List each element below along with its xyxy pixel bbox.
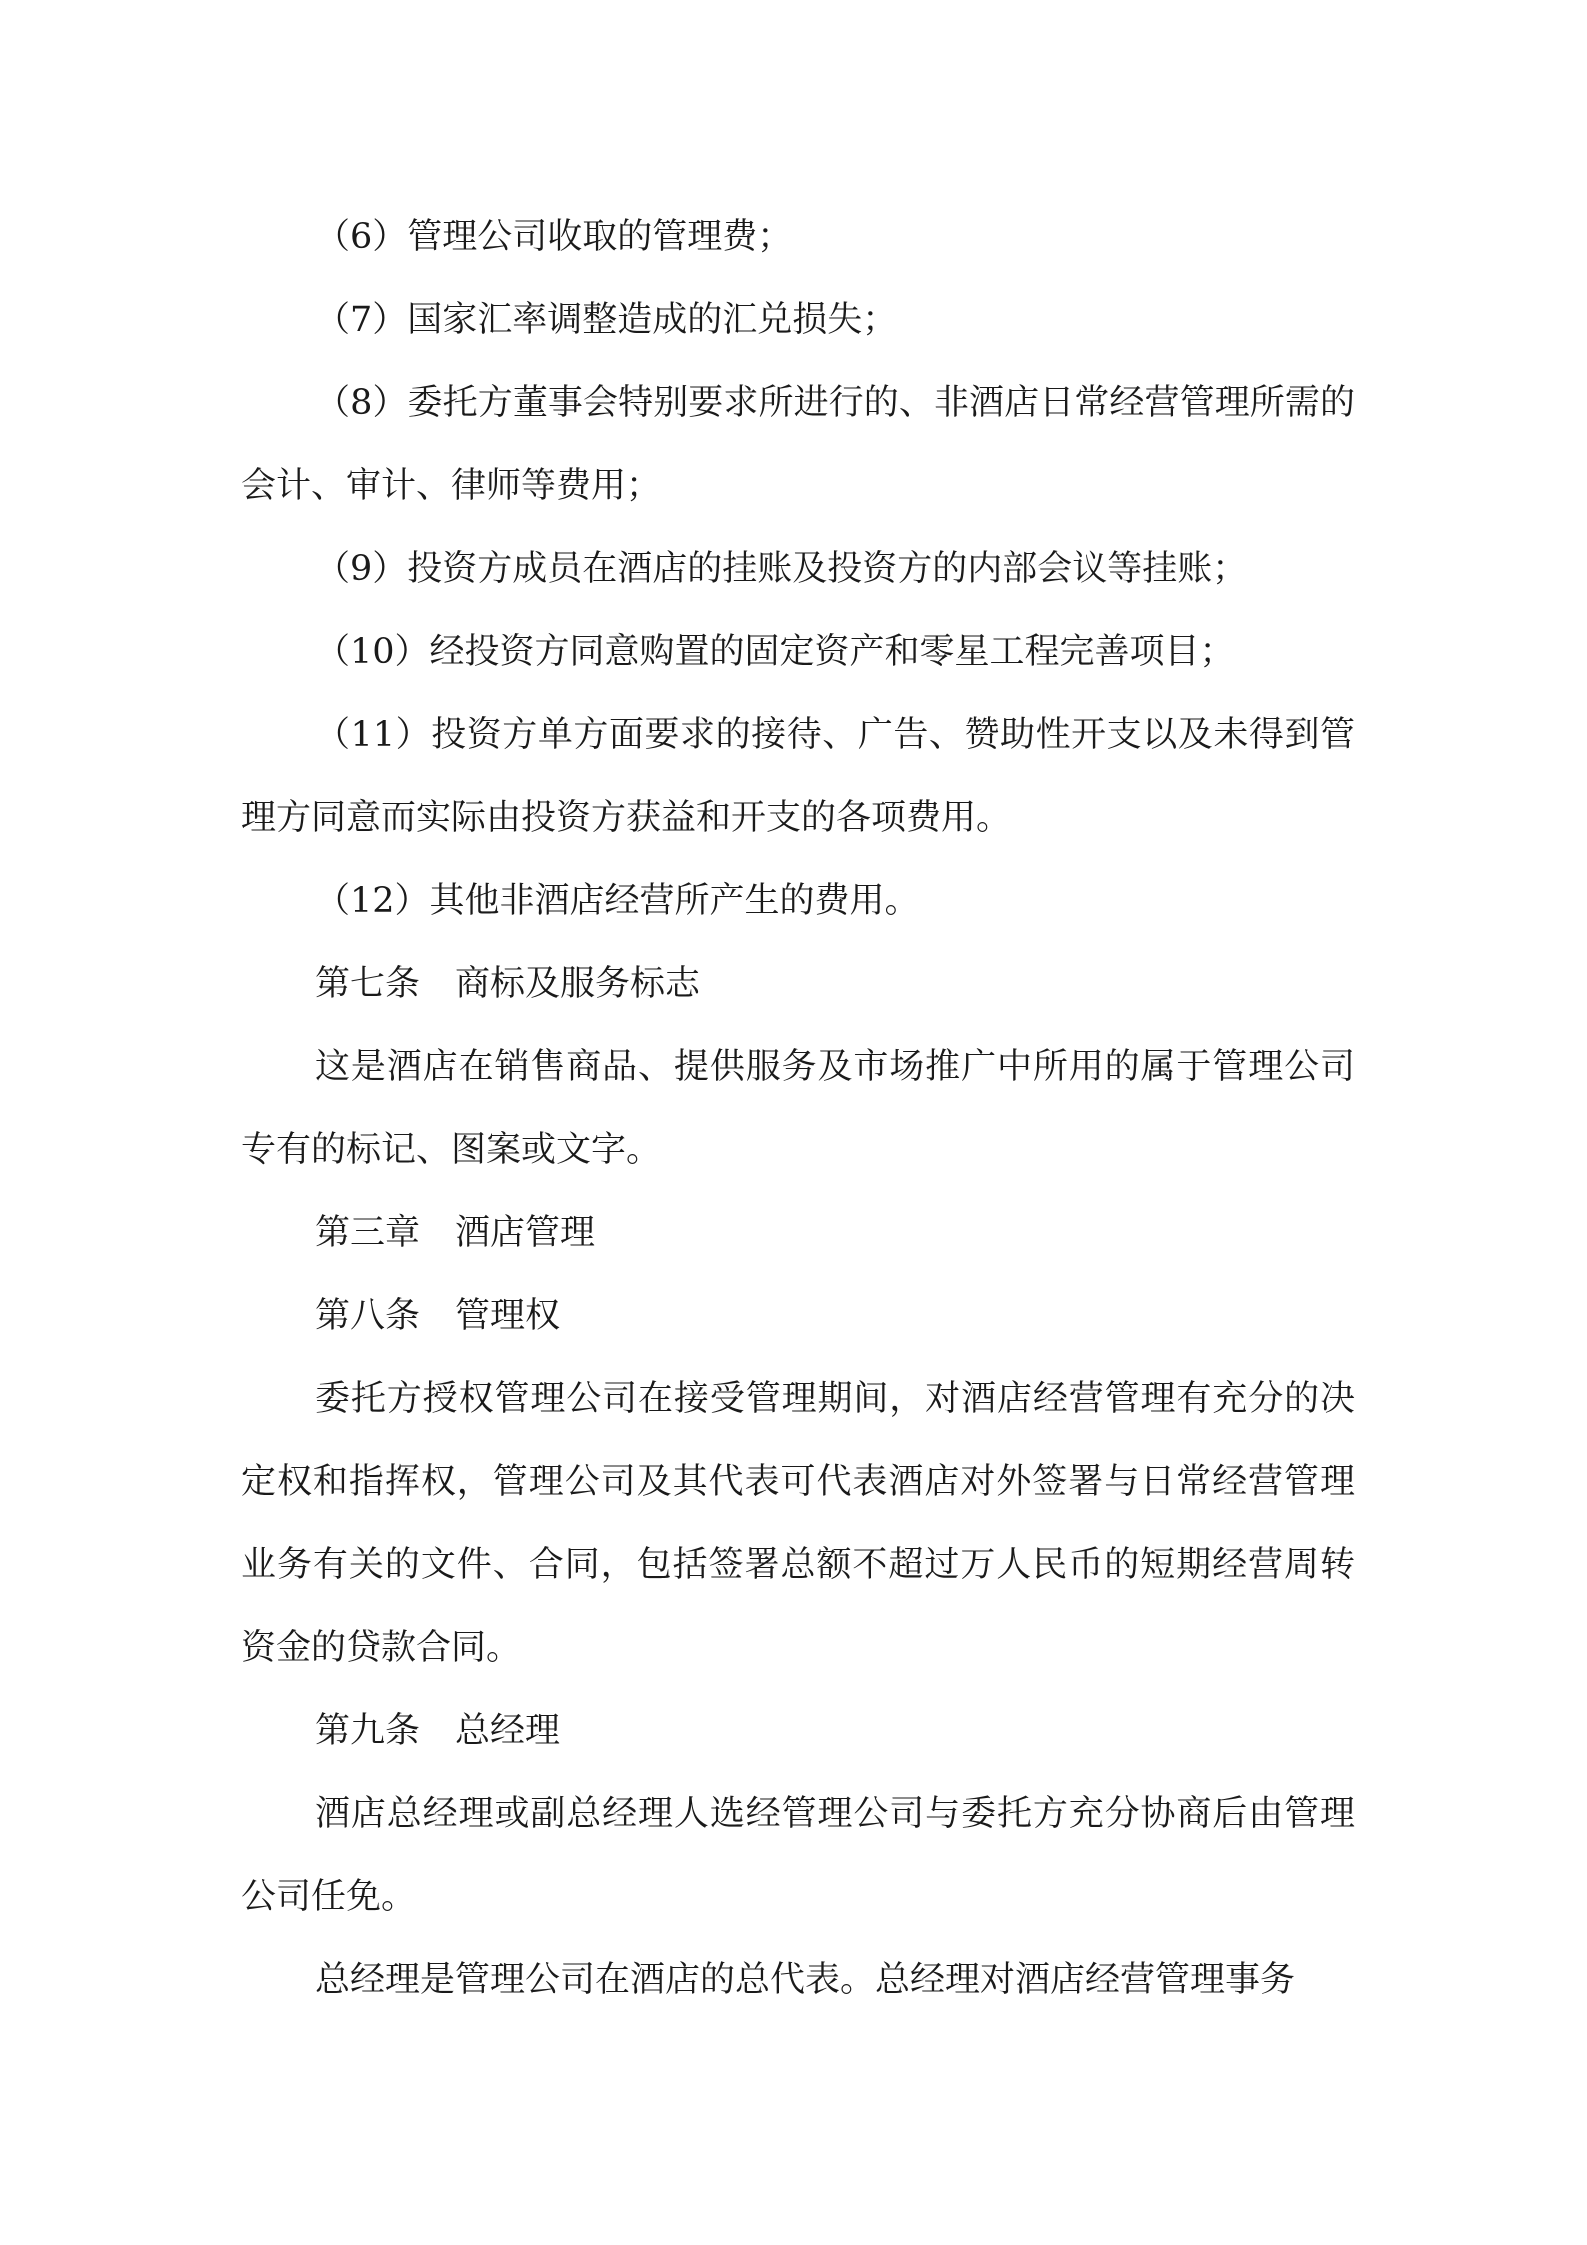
article-9-heading: 第九条 总经理 bbox=[315, 1711, 561, 1751]
general-manager-paragraph: 总经理是管理公司在酒店的总代表。总经理对酒店经营管理事务 bbox=[315, 1960, 1296, 2000]
item-6-management-fee: （6）管理公司收取的管理费； bbox=[315, 217, 793, 257]
article-9-body: 酒店总经理或副总经理人选经管理公司与委托方充分协商后由管理公司任免。 bbox=[241, 1794, 1355, 1917]
article-8-heading: 第八条 管理权 bbox=[315, 1296, 561, 1336]
item-12-other-expenses: （12）其他非酒店经营所产生的费用。 bbox=[315, 881, 920, 921]
article-7-heading: 第七条 商标及服务标志 bbox=[315, 964, 701, 1004]
item-7-exchange-loss: （7）国家汇率调整造成的汇兑损失； bbox=[315, 300, 898, 340]
item-11-investor-expenses: （11）投资方单方面要求的接待、广告、赞助性开支以及未得到管理方同意而实际由投资方获益和开支的各项费用。 bbox=[241, 715, 1355, 838]
article-7-body: 这是酒店在销售商品、提供服务及市场推广中所用的属于管理公司专有的标记、图案或文字。 bbox=[241, 1047, 1355, 1170]
item-8-board-requested-fees: （8）委托方董事会特别要求所进行的、非酒店日常经营管理所需的会计、审计、律师等费用； bbox=[241, 383, 1355, 506]
item-9-investor-accounts: （9）投资方成员在酒店的挂账及投资方的内部会议等挂账； bbox=[315, 549, 1248, 589]
chapter-3-heading: 第三章 酒店管理 bbox=[315, 1213, 596, 1253]
item-10-fixed-assets: （10）经投资方同意购置的固定资产和零星工程完善项目； bbox=[315, 632, 1235, 672]
document-body bbox=[241, 196, 1355, 2022]
article-8-body: 委托方授权管理公司在接受管理期间，对酒店经营管理有充分的决定权和指挥权，管理公司及其代表可代表酒店对外签署与日常经营管理业务有关的文件、合同，包括签署总额不超过万人民币的短期经营周转资金的贷款合同。 bbox=[241, 1379, 1355, 1668]
